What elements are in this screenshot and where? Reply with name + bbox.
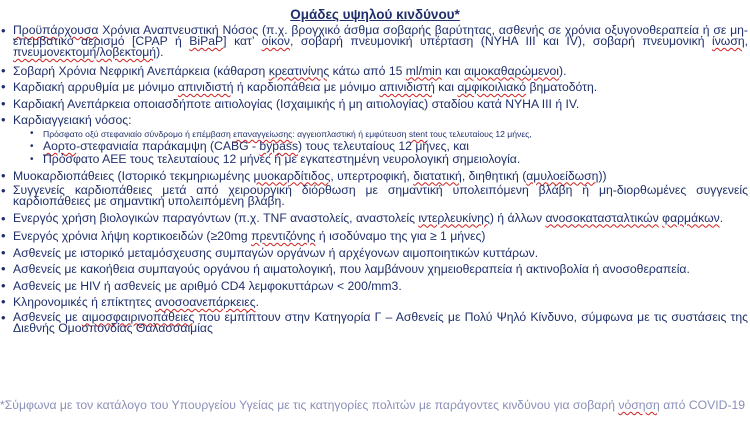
text-span: ml/min xyxy=(405,63,442,78)
text-span: ή ισοδύναμο της για ≥ 1 μήνες) xyxy=(315,229,486,243)
list-item-renal xyxy=(0,64,748,78)
text-span: : αγγειοπλαστική ή εμφύτευση xyxy=(292,129,409,139)
text-span: . xyxy=(255,295,259,309)
page-title: Ομάδες υψηλού κινδύνου* xyxy=(290,7,460,22)
text-span: βηματοδότη. xyxy=(526,80,598,94)
text-span: τους τελευταίους 12 μήνες, xyxy=(427,129,532,139)
text-span: αιμοκαθαρώμενοι xyxy=(464,63,560,78)
list-item-malignancy: • Ασθενείς με κακοήθεια συμπαγούς οργάνου ή αιματολογική, που λαμβάνουν χημειοθεραπεία ή ακτινοβολία ή ανοσοθεραπεία. xyxy=(0,262,748,276)
list-item-congenital: • Συγγενείς καρδιοπάθειες μετά από χειρουργική διόρθωση με σημαντική υπολειπόμενη βλάβη ή μη-διορθωμένες συγγενείς καρδιοπάθειες με σημαντική υπολειπόμενη βλάβη. xyxy=(0,185,748,207)
text-span: Χρόνια Αναπνευστική Νόσος (π.χ. βρογχικό άσθμα σοβαρής βαρύτητας, ασθενής σε χρόνια οξυγονοθεραπεία ή σε μη-επεμβατικό αερισμό [CPAP ή xyxy=(13,23,748,48)
risk-group-list xyxy=(0,25,748,339)
text-span: ανοσοανεπάρκειες xyxy=(155,295,256,309)
list-item-biologics xyxy=(0,210,748,225)
text-span: BiPaP xyxy=(189,34,224,48)
text-span: ή καρδιοπάθεια με μόνιμο xyxy=(233,80,380,94)
sub-item-stroke: • Πρόσφατο ΑΕΕ τους τελευταίους 12 μήνες ή με εγκατεστημένη νευρολογική σημειολογία. xyxy=(13,153,748,166)
text-span: ) ή άλλων xyxy=(489,210,546,225)
text-span: ) τους τελευταίους 12 μήνες, και xyxy=(298,139,469,153)
text-span: κρεατινίνης xyxy=(268,63,330,78)
text-span: ίνωση xyxy=(712,34,745,48)
list-item-heart-failure: • Καρδιακή Ανεπάρκεια οποιασδήποτε αιτιολογίας (Ισχαιμικής ή μη αιτιολογίας) σταδίου κατά NYHA III ή IV. xyxy=(0,97,748,111)
text-span: , σοβαρή πνευμονική υπέρταση (NYHA III και IV), σοβαρή πνευμονική xyxy=(289,34,712,48)
text-span: ). xyxy=(156,45,164,59)
text-span: φαρμάκων xyxy=(662,210,720,225)
text-span: μυοκαρδίτιδος xyxy=(253,168,331,183)
text-span: , υπερτροφική, xyxy=(330,168,414,183)
text-span: απινιδιστή xyxy=(177,80,234,94)
text-span: και xyxy=(441,63,465,78)
text-span: επαναγγείωσης xyxy=(233,129,293,139)
text-span: )) xyxy=(598,168,607,183)
text-span: αιμοσφαιρινοπάθειες xyxy=(81,309,195,324)
text-span: Μυοκαρδιοπάθειες (Ιστορικό τεκμηριωμένης xyxy=(13,168,254,183)
text-span: οίκον xyxy=(261,34,290,48)
footnote xyxy=(0,400,748,411)
text-span: Ενεργός χρήση βιολογικών παραγόντων (π.χ. TNF αναστολείς, αναστολείς xyxy=(13,210,419,225)
text-span: νόσηση xyxy=(618,398,660,412)
text-span: bypass xyxy=(259,139,299,153)
text-span: Πρόσφατο οξύ στεφανιαίο σύνδρομο ή επέμβαση xyxy=(43,129,234,139)
list-item-hemoglobinopathy xyxy=(0,309,748,335)
text-span: Προϋπάρχουσα xyxy=(13,23,99,37)
text-span: ] κατ’ xyxy=(223,34,262,48)
list-item-cardiovascular xyxy=(0,113,748,166)
text-span: Κληρονομικές ή επίκτητες xyxy=(13,295,156,309)
text-span: από COVID-19 xyxy=(659,398,746,412)
list-item-cardiomyopathy xyxy=(0,169,748,183)
text-span: . xyxy=(719,210,724,225)
text-span: *Σύμφωνα με τον κατάλογο του Υπουργείου Υγείας με τις κατηγορίες πολιτών με παράγοντες κινδύνου για σοβαρή xyxy=(0,398,619,412)
text-span: stent xyxy=(408,129,428,139)
text-span: αμφικοιλιακό xyxy=(457,80,527,94)
text-span: Καρδιαγγειακή νόσος: xyxy=(13,113,132,127)
text-span: Καρδιακή αρρυθμία με μόνιμο xyxy=(13,80,178,94)
text-span: κάτω από 15 xyxy=(329,63,406,78)
text-span: που εμπίπτουν στην Κατηγορία Γ – Ασθενείς με Πολύ Ψηλό Κίνδυνο, σύμφωνα με τις συστάσεις της Διεθνής Ομοσπονδίας Θαλασσαιμίας xyxy=(13,309,748,335)
text-span: ιντερλευκίνης xyxy=(418,210,490,225)
text-span: Ασθενείς με xyxy=(13,309,82,324)
text-span: πνευμονεκτομή/λοβεκτομή xyxy=(13,45,157,59)
list-item-respiratory xyxy=(0,25,748,58)
text-span: διατατική xyxy=(413,168,462,183)
text-span: , xyxy=(744,34,749,48)
list-item-arrhythmia xyxy=(0,80,748,94)
text-span: Σοβαρή Χρόνια Νεφρική Ανεπάρκεια (κάθαρση xyxy=(13,63,269,78)
list-item-corticosteroids xyxy=(0,229,748,243)
text-span: και xyxy=(434,80,458,94)
cardiovascular-sublist xyxy=(13,128,748,166)
list-item-immunodeficiency xyxy=(0,295,748,309)
list-item-hiv: • Ασθενείς με HIV ή ασθενείς με αριθμό CD4 λεμφοκυττάρων < 200/mm3. xyxy=(0,279,748,293)
text-span: -στεφανιαία παράκαμψη (CABG - xyxy=(76,139,260,153)
text-span: ανοσοκατασταλτικών xyxy=(545,210,659,225)
text-span: απινιδιστή xyxy=(379,80,435,94)
list-item-transplant: • Ασθενείς με ιστορικό μεταμόσχευσης συμπαγών οργάνων ή αρχέγονων αιμοποιητικών κυττάρων. xyxy=(0,246,748,260)
text-span: Ενεργός χρόνια λήψη κορτικοειδών (≥20mg xyxy=(13,229,252,243)
text-span: πρεντιζόνης xyxy=(251,229,316,243)
text-span: , διηθητική ( xyxy=(461,168,527,183)
text-span: αμυλοείδωση xyxy=(526,168,599,183)
text-span: ). xyxy=(559,63,567,78)
text-span: Αορτο xyxy=(43,139,77,153)
